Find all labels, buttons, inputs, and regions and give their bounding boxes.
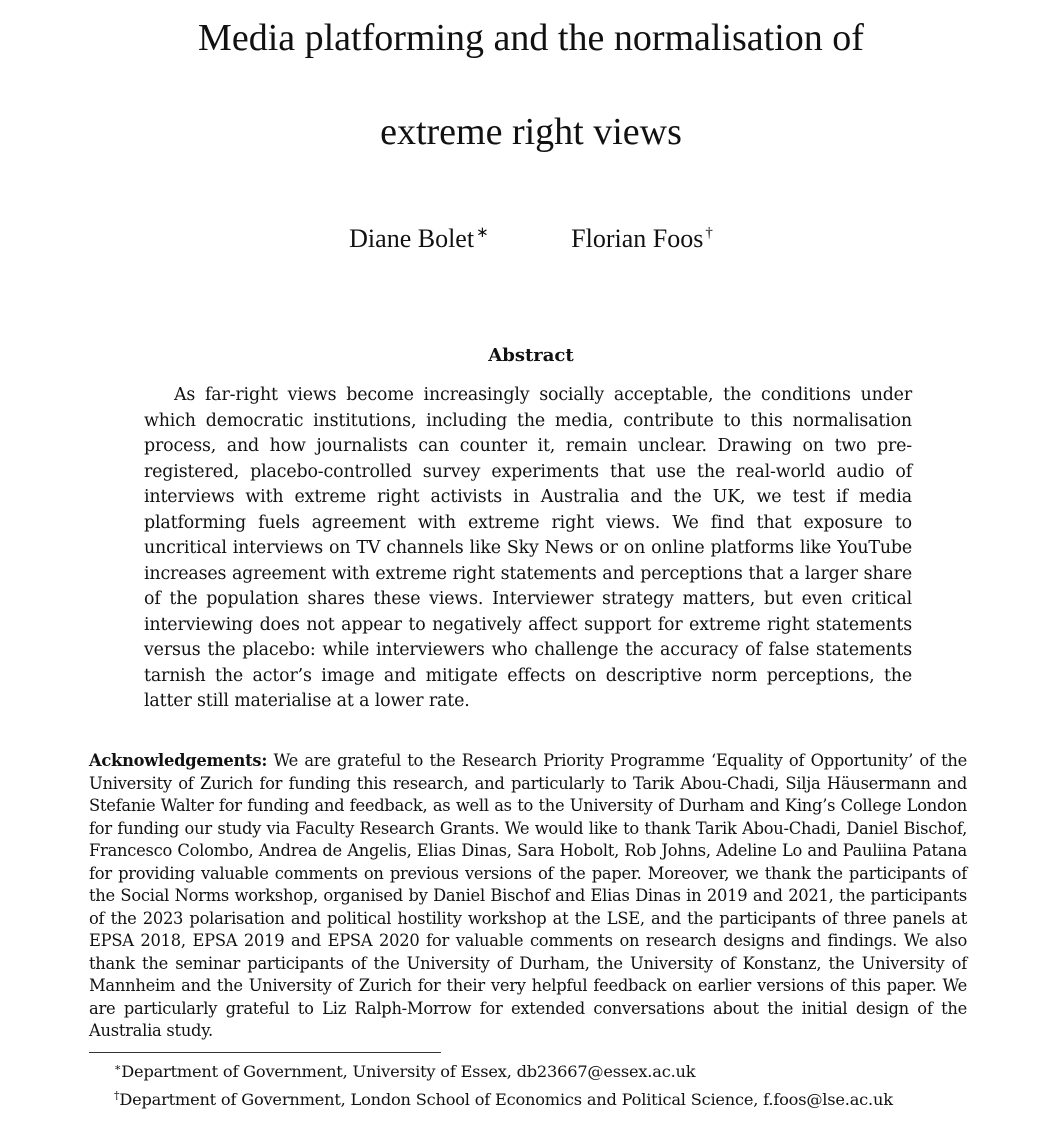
author-bolet xyxy=(349,216,489,256)
acknowledgements xyxy=(89,750,967,1043)
author-name: Diane Bolet xyxy=(349,224,475,253)
footnote-bolet xyxy=(114,1057,695,1083)
abstract-text: As far-right views become increasingly socially acceptable, the conditions under which democratic institutions, including the media, contribute to this normalisation process, and how journalists can counter it, remain unclear. Drawing on two pre-registered, placebo-controlled survey experiments that use the real-world audio of interviews with extreme right activists in Australia and the UK, we test if media platforming fuels agreement with extreme right views. We find that exposure to uncritical interviews on TV channels like Sky News or on online platforms like YouTube increases agreement with extreme right statements and perceptions that a larger share of the population shares these views. Interviewer strategy matters, but even critical interviewing does not appear to negatively affect support for extreme right statements versus the placebo: while interviewers who challenge the accuracy of false statements tarnish the actor’s image and mitigate effects on descriptive norm perceptions, the latter still materialise at a lower rate. xyxy=(144,385,912,711)
footnote-mark: ∗ xyxy=(114,1061,122,1074)
abstract-heading: Abstract xyxy=(488,345,574,366)
author-foos xyxy=(571,216,713,256)
footnote-mark: † xyxy=(114,1089,120,1102)
footnote-text: Department of Government, University of Essex, db23667@essex.ac.uk xyxy=(121,1062,696,1081)
paper-title-line-2: extreme right views xyxy=(380,111,682,153)
author-list xyxy=(0,216,1062,256)
author-footnote-mark: ∗ xyxy=(476,225,489,241)
paper-title-line-1: Media platforming and the normalisation of xyxy=(198,17,864,59)
acknowledgements-label: Acknowledgements: xyxy=(89,751,268,770)
footnote-divider xyxy=(89,1052,441,1053)
author-name: Florian Foos xyxy=(571,224,704,253)
acknowledgements-text: We are grateful to the Research Priority Programme ‘Equality of Opportunity’ of the University of Zurich for funding this research, and particularly to Tarik Abou-Chadi, Silja Häusermann and Stefanie Walter for funding and feedback, as well as to the University of Durham and King’s College London for funding our study via Faculty Research Grants. We would like to thank Tarik Abou-Chadi, Daniel Bischof, Francesco Colombo, Andrea de Angelis, Elias Dinas, Sara Hobolt, Rob Johns, Adeline Lo and Pauliina Patana for providing valuable comments on previous versions of the paper. Moreover, we thank the participants of the Social Norms workshop, organised by Daniel Bischof and Elias Dinas in 2019 and 2021, the participants of the 2023 polarisation and political hostility workshop at the LSE, and the participants of three panels at EPSA 2018, EPSA 2019 and EPSA 2020 for valuable comments on research designs and findings. We also thank the seminar participants of the University of Durham, the University of Konstanz, the University of Mannheim and the University of Zurich for their very helpful feedback on earlier versions of this paper. We are particularly grateful to Liz Ralph-Morrow for extended conversations about the initial design of the Australia study. xyxy=(89,751,967,1040)
footnote-text: Department of Government, London School of Economics and Political Science, f.foos@lse.ac.uk xyxy=(119,1090,893,1109)
footnote-foos xyxy=(114,1085,893,1111)
author-footnote-mark: † xyxy=(705,225,713,241)
